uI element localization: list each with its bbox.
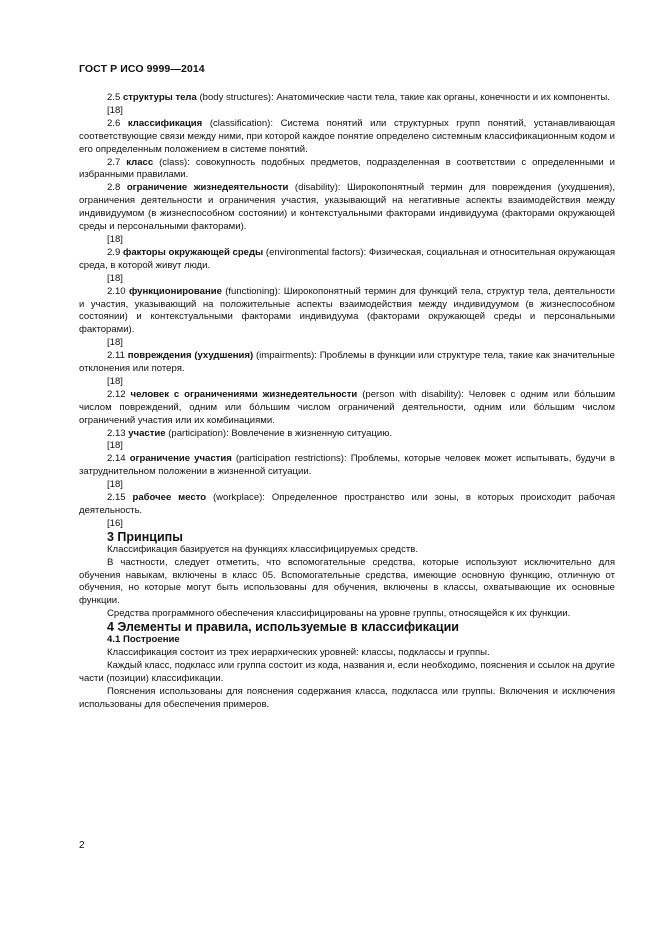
reference: [18] (107, 479, 123, 491)
entry-2-7: 2.7 класс (class): совокупность подобных предметов, подразделенная в соответствии с определенными и избранными правилами. (79, 156, 615, 181)
term: структуры тела (122, 92, 197, 103)
term: факторы окружающей среды (122, 246, 264, 258)
page-number: 2 (79, 840, 85, 851)
reference: [18] (107, 272, 123, 284)
reference: [18] (107, 375, 123, 387)
reference: [18] (107, 104, 123, 116)
entry-2-13: 2.13 участие (participation): Вовлечение в жизненную ситуацию. (107, 427, 393, 439)
section-4-paragraph: Пояснения использованы для пояснения содержания класса, подкласса или группы. Включения и исключения использованы для обеспечения примеров. (79, 685, 615, 710)
entry-2-5: 2.5 структуры тела (body structures): Анатомические части тела, такие как органы, конечности и их компоненты. (107, 92, 610, 103)
entry-2-8: 2.8 ограничение жизнедеятельности (disability): Широкопонятный термин для повреждения (ухудшения), ограничения деятельности и ограничения участия, указывающий на негативные аспекты взаимодействия между индивидуумом (в жизнеспособном состоянии) и контекстуальными факторами индивидуума (факторами окружающей среды и персональными факторами). (79, 182, 616, 233)
term: классификация (127, 117, 203, 129)
term: рабочее место (132, 492, 207, 504)
term: класс (126, 156, 154, 168)
reference: [16] (107, 517, 123, 529)
subsection-4-1-heading: 4.1 Построение (107, 634, 180, 646)
entry-2-15: 2.15 рабочее место (workplace): Определенное пространство или зоны, в которых происходит рабочая деятельность. (79, 492, 616, 516)
entry-2-9: 2.9 факторы окружающей среды (environmental factors): Физическая, социальная и относительная окружающая среда, в которой живут люди. (79, 246, 615, 271)
term: ограничение жизнедеятельности (126, 182, 289, 194)
entry-2-12: 2.12 человек с ограничениями жизнедеятельности (person with disability): Человек с одним или бо́льшим числом повреждений, одним или бо́льшим числом ограничений деятельности, одним или бо́льшим числом ограничений участия или их комбинациями. (79, 388, 616, 426)
section-4-paragraph: Каждый класс, подкласс или группа состоит из кода, названия и, если необходимо, пояснения и ссылок на другие части (позиции) классификации. (79, 659, 615, 684)
term: функционирование (128, 285, 222, 297)
document-body (79, 92, 615, 712)
reference: [18] (107, 233, 123, 245)
entry-2-6: 2.6 классификация (classification): Система понятий или структурных групп понятий, устанавливающая соответствующие связи между ними, при которой каждое понятие определено системным классификационным кодом и его определенным положением в системе понятий. (79, 117, 616, 155)
term: человек с ограничениями жизнедеятельности (130, 388, 358, 400)
section-3-paragraph: В частности, следует отметить, что вспомогательные средства, которые используют исключительно для обучения навыкам, включены в класс 05. Вспомогательные средства, имеющие основную функцию, отличную от обучения, но которые могут быть использованы для обучения, включены в классы, охватывающие их основные функции. (79, 556, 615, 607)
term: участие (128, 427, 166, 439)
section-4-paragraph: Классификация состоит из трех иерархических уровней: классы, подклассы и группы. (107, 646, 490, 658)
document-header: ГОСТ Р ИСО 9999—2014 (79, 63, 205, 75)
section-4-heading: 4 Элементы и правила, используемые в классификации (107, 620, 459, 635)
section-3-paragraph: Классификация базируется на функциях классифицируемых средств. (107, 543, 418, 555)
section-3-heading: 3 Принципы (107, 529, 183, 544)
section-3-paragraph: Средства программного обеспечения классифицированы на уровне группы, относящейся к их функции. (107, 608, 571, 620)
term: ограничение участия (129, 453, 232, 465)
entry-2-14: 2.14 ограничение участия (participation restrictions): Проблемы, которые человек может испытывать, будучи в затруднительном положении в жизненной ситуации. (79, 453, 616, 478)
reference: [18] (107, 440, 123, 452)
entry-2-11: 2.11 повреждения (ухудшения) (impairments): Проблемы в функции или структуре тела, такие как значительные отклонения или потеря. (79, 350, 615, 375)
reference: [18] (107, 337, 123, 349)
term: повреждения (ухудшения) (127, 350, 254, 362)
entry-2-10: 2.10 функционирование (functioning): Широкопонятный термин для функций тела, структур тела, деятельности и участия, указывающий на положительные аспекты взаимодействия между индивидуумом (в жизнеспособном состоянии) и контекстуальными факторами индивидуума (факторами окружающей среды и персональными факторами). (79, 285, 616, 336)
